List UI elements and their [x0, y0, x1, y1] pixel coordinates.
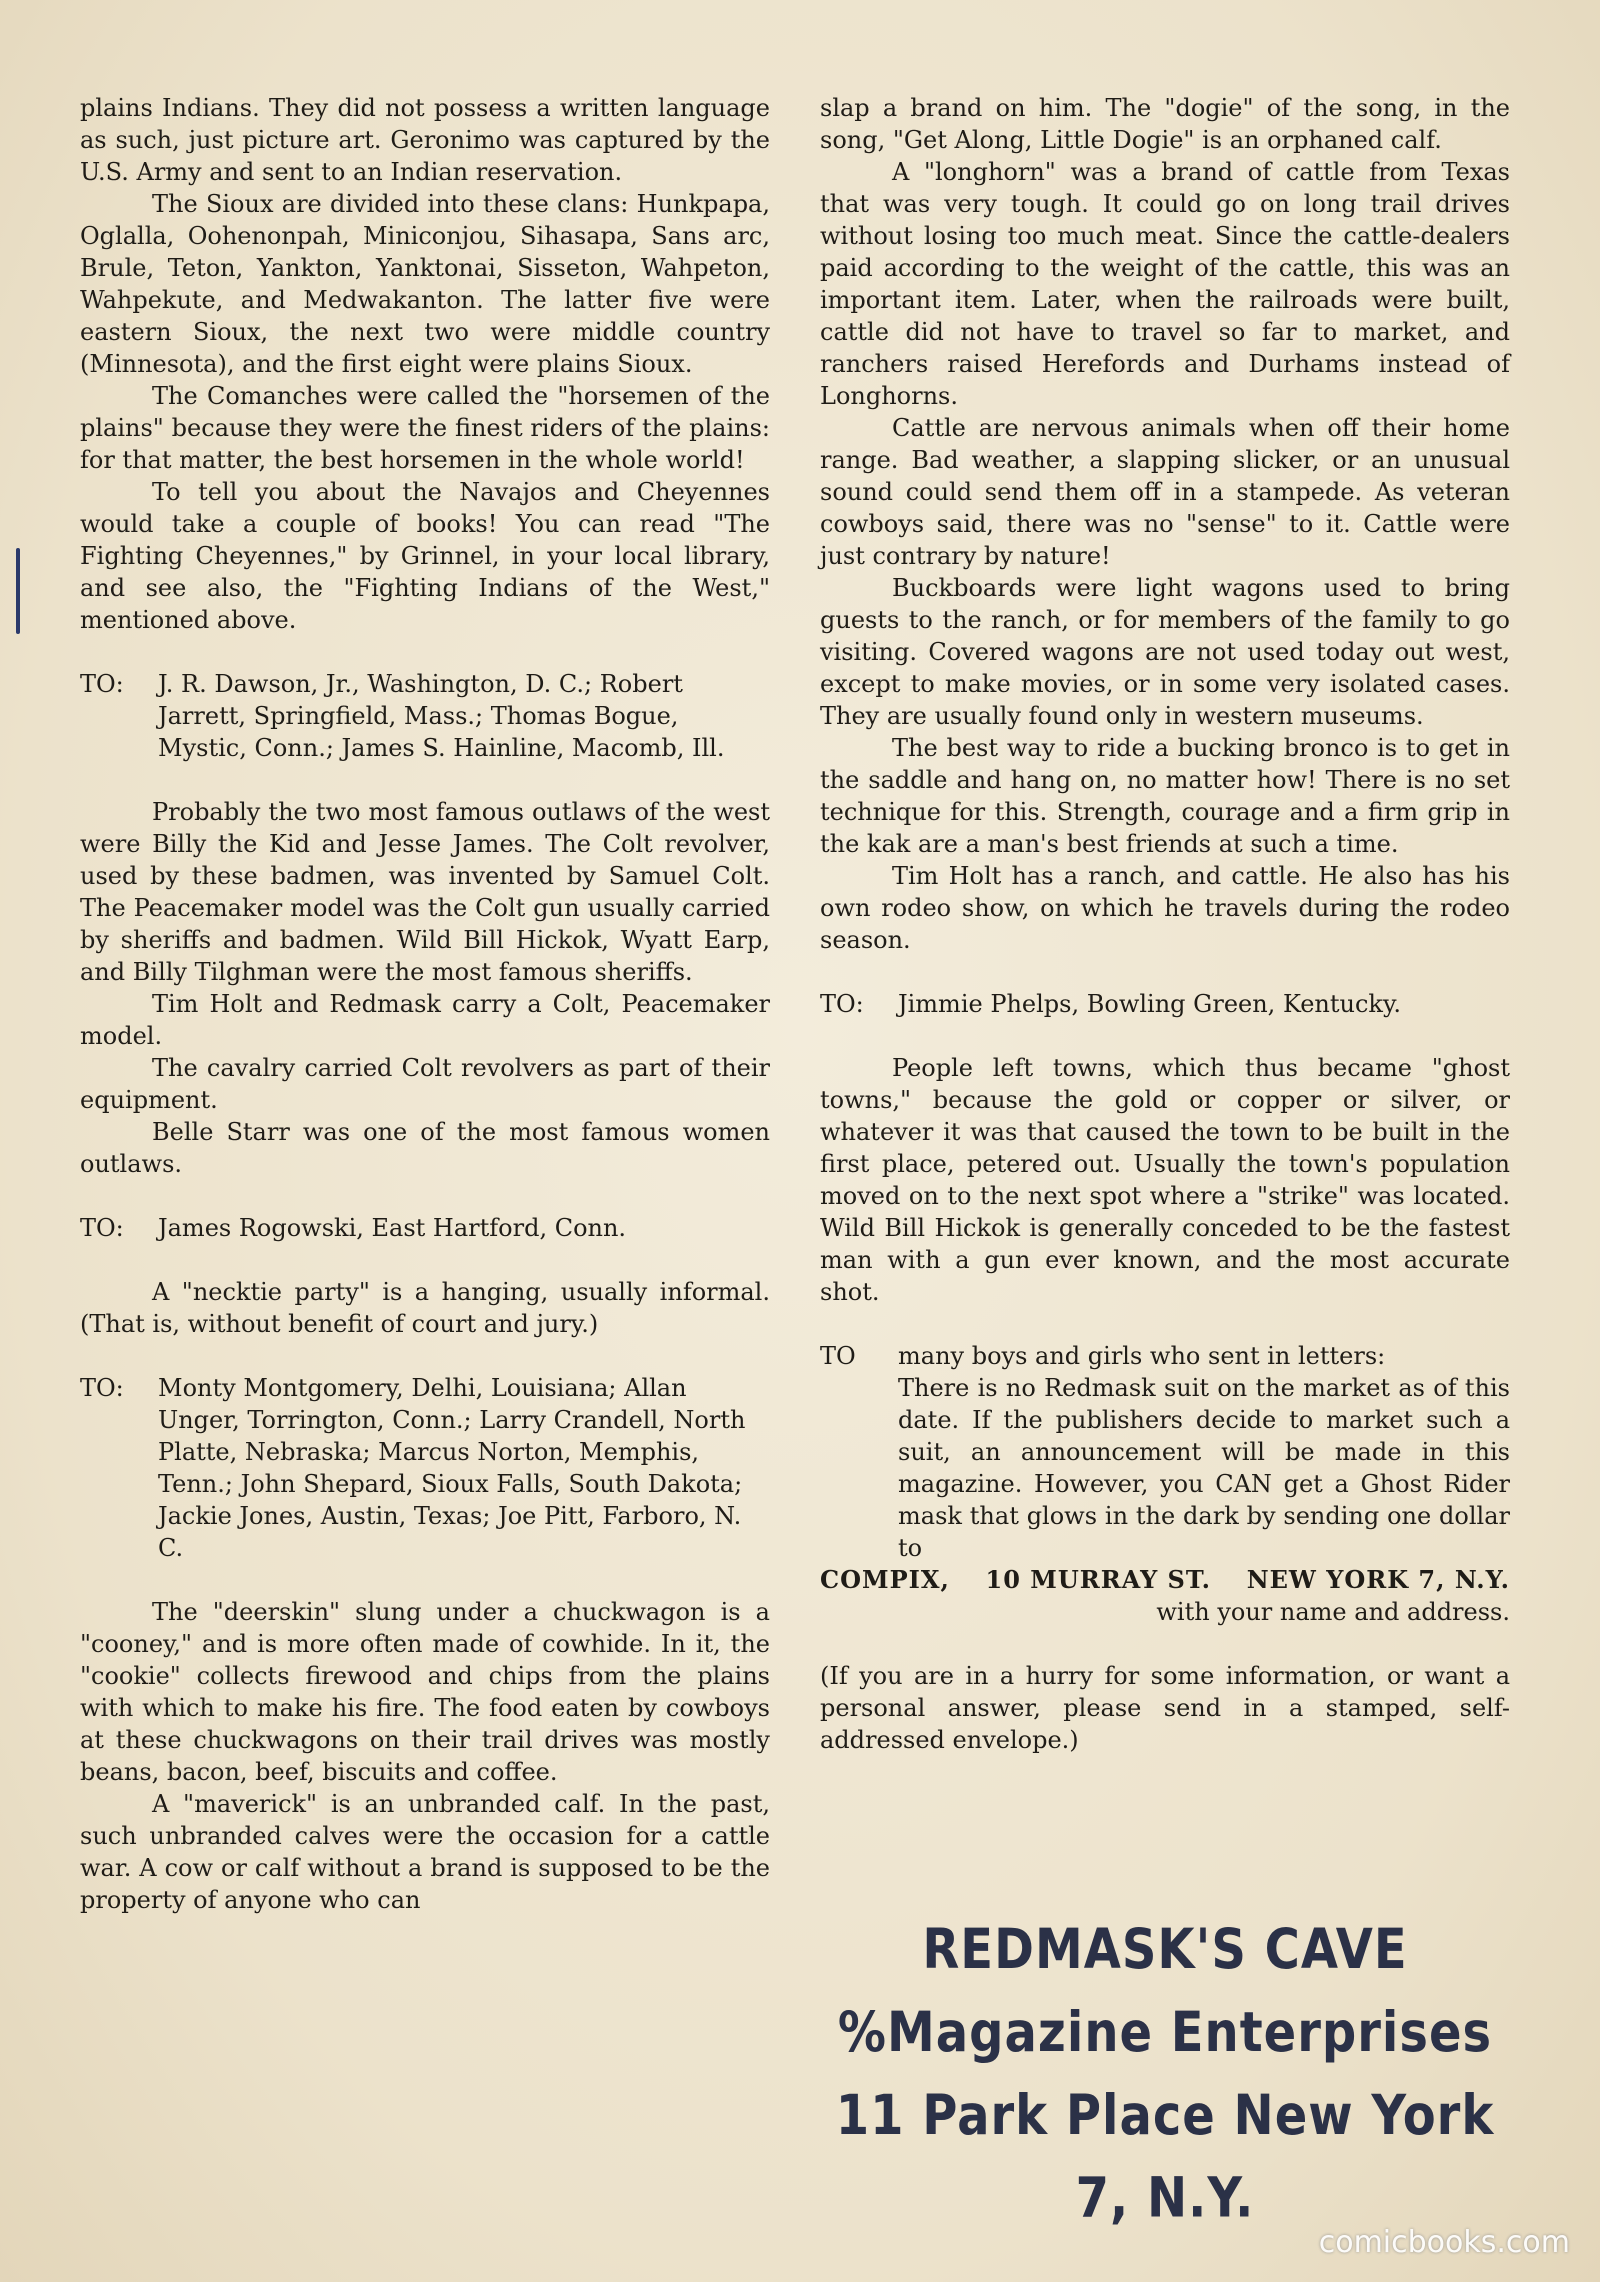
- to-block: [80, 668, 770, 764]
- spacer: [80, 1180, 770, 1212]
- address-note: with your name and address.: [1156, 1598, 1510, 1626]
- address-street: 10 MURRAY ST.: [985, 1565, 1212, 1594]
- spacer: [80, 636, 770, 668]
- site-watermark: comicbooks.com: [1318, 2225, 1570, 2260]
- paragraph: Cattle are nervous animals when off their home range. Bad weather, a slapping slicker, or an unusual sound could send them off in a stampede. As veteran cowboys said, there was no "sense" to it. Cattle were just contrary by nature!: [820, 414, 1510, 570]
- to-names: many boys and girls who sent in letters:: [898, 1342, 1386, 1370]
- to-block: [820, 1340, 1510, 1372]
- spacer: [80, 1244, 770, 1276]
- mailing-address: [820, 1564, 1510, 1596]
- paragraph: A "maverick" is an unbranded calf. In the past, such unbranded calves were the occasion for a cattle war. A cow or calf without a brand is supposed to be the property of anyone who can: [80, 1790, 770, 1914]
- to-names: James Rogowski, East Hartford, Conn.: [158, 1214, 627, 1242]
- paragraph: A "longhorn" was a brand of cattle from Texas that was very tough. It could go on long trail drives without losing too much meat. Since the cattle-dealers paid according to the weight of the cattle, this was an important item. Later, when the railroads were built, cattle did not have to travel so far to market, and ranchers raised Herefords and Durhams instead of Longhorns.: [820, 158, 1510, 410]
- paragraph: The Comanches were called the "horsemen of the plains" because they were the finest riders of the plains: for that matter, the best horsemen in the whole world!: [80, 382, 770, 474]
- paragraph: Probably the two most famous outlaws of the west were Billy the Kid and Jesse James. The Colt revolver, used by these badmen, was invented by Samuel Colt. The Peacemaker model was the Colt gun usually carried by sheriffs and badmen. Wild Bill Hickok, Wyatt Earp, and Billy Tilghman were the most famous sheriffs.: [80, 798, 770, 986]
- spacer: [80, 1340, 770, 1372]
- spacer: [820, 1628, 1510, 1660]
- staple-mark: [16, 548, 20, 634]
- paragraph: The best way to ride a bucking bronco is to get in the saddle and hang on, no matter how! There is no set technique for this. Strength, courage and a firm grip in the kak are a man's best friends at such a time.: [820, 734, 1510, 858]
- paragraph: Tim Holt and Redmask carry a Colt, Peacemaker model.: [80, 990, 770, 1050]
- address-city: NEW YORK 7, N.Y.: [1246, 1565, 1510, 1594]
- to-names: Jimmie Phelps, Bowling Green, Kentucky.: [898, 990, 1401, 1018]
- redmask-cave-banner: [820, 1908, 1510, 2239]
- to-block: [820, 988, 1510, 1020]
- paragraph: The Sioux are divided into these clans: Hunkpapa, Oglalla, Oohenonpah, Miniconjou, Sihasapa, Sans arc, Brule, Teton, Yankton, Yanktonai, Sisseton, Wahpeton, Wahpekute, and Medwakanton. The latter five were eastern Sioux, the next two were middle country (Minnesota), and the first eight were plains Sioux.: [80, 190, 770, 378]
- paragraph: slap a brand on him. The "dogie" of the song, in the song, "Get Along, Little Dogie" is an orphaned calf.: [820, 94, 1510, 154]
- to-block: [80, 1212, 770, 1244]
- to-block: [80, 1372, 770, 1564]
- paragraph: plains Indians. They did not possess a written language as such, just picture art. Geronimo was captured by the U.S. Army and sent to an Indian reservation.: [80, 94, 770, 186]
- paragraph: The cavalry carried Colt revolvers as part of their equipment.: [80, 1054, 770, 1114]
- to-names: Monty Montgomery, Delhi, Louisiana; Allan Unger, Torrington, Conn.; Larry Crandell, North Platte, Nebraska; Marcus Norton, Memphis, Tenn.; John Shepard, Sioux Falls, South Dakota; Jackie Jones, Austin, Texas; Joe Pitt, Farboro, N. C.: [158, 1374, 746, 1562]
- paragraph: (If you are in a hurry for some information, or want a personal answer, please send in a stamped, self-addressed envelope.): [820, 1662, 1510, 1754]
- paragraph: Tim Holt has a ranch, and cattle. He also has his own rodeo show, on which he travels during the rodeo season.: [820, 862, 1510, 954]
- paragraph: Belle Starr was one of the most famous women outlaws.: [80, 1118, 770, 1178]
- right-column: [820, 92, 1510, 1756]
- paragraph: People left towns, which thus became "ghost towns," because the gold or copper or silver, or whatever it was that caused the town to be built in the first place, petered out. Usually the town's population moved on to the next spot where a "strike" was located. Wild Bill Hickok is generally conceded to be the fastest man with a gun ever known, and the most accurate shot.: [820, 1054, 1510, 1306]
- spacer: [820, 1020, 1510, 1052]
- paragraph: The "deerskin" slung under a chuckwagon is a "cooney," and is more often made of cowhide. In it, the "cookie" collects firewood and chips from the plains with which to make his fire. The food eaten by cowboys at these chuckwagons on their trail drives was mostly beans, bacon, beef, biscuits and coffee.: [80, 1598, 770, 1786]
- to-label: TO:: [820, 990, 864, 1018]
- banner-address: 11 Park Place New York 7, N.Y.: [835, 2083, 1495, 2231]
- to-label: TO:: [80, 1214, 124, 1242]
- banner-company: %Magazine Enterprises: [837, 2000, 1493, 2065]
- to-label: TO:: [80, 1374, 124, 1402]
- spacer: [80, 764, 770, 796]
- spacer: [820, 1308, 1510, 1340]
- reply-text: There is no Redmask suit on the market as of this date. If the publishers decide to market such a suit, an announcement will be made in this magazine. However, you CAN get a Ghost Rider mask that glows in the dark by sending one dollar to: [898, 1374, 1510, 1562]
- spacer: [820, 956, 1510, 988]
- to-names: J. R. Dawson, Jr., Washington, D. C.; Robert Jarrett, Springfield, Mass.; Thomas Bogue, Mystic, Conn.; James S. Hainline, Macomb, Ill.: [158, 670, 725, 762]
- paragraph: A "necktie party" is a hanging, usually informal. (That is, without benefit of court and jury.): [80, 1278, 770, 1338]
- to-label: TO:: [80, 670, 124, 698]
- left-column: [80, 92, 770, 1916]
- paragraph: To tell you about the Navajos and Cheyennes would take a couple of books! You can read "The Fighting Cheyennes," by Grinnel, in your local library, and see also, the "Fighting Indians of the West," mentioned above.: [80, 478, 770, 634]
- banner-title: REDMASK'S CAVE: [922, 1917, 1408, 1982]
- to-label: TO: [820, 1342, 856, 1370]
- address-company: COMPIX,: [820, 1565, 950, 1594]
- paragraph: Buckboards were light wagons used to bring guests to the ranch, or for members of the family to go visiting. Covered wagons are not used today out west, except to make movies, or in some very isolated cases. They are usually found only in western museums.: [820, 574, 1510, 730]
- spacer: [80, 1564, 770, 1596]
